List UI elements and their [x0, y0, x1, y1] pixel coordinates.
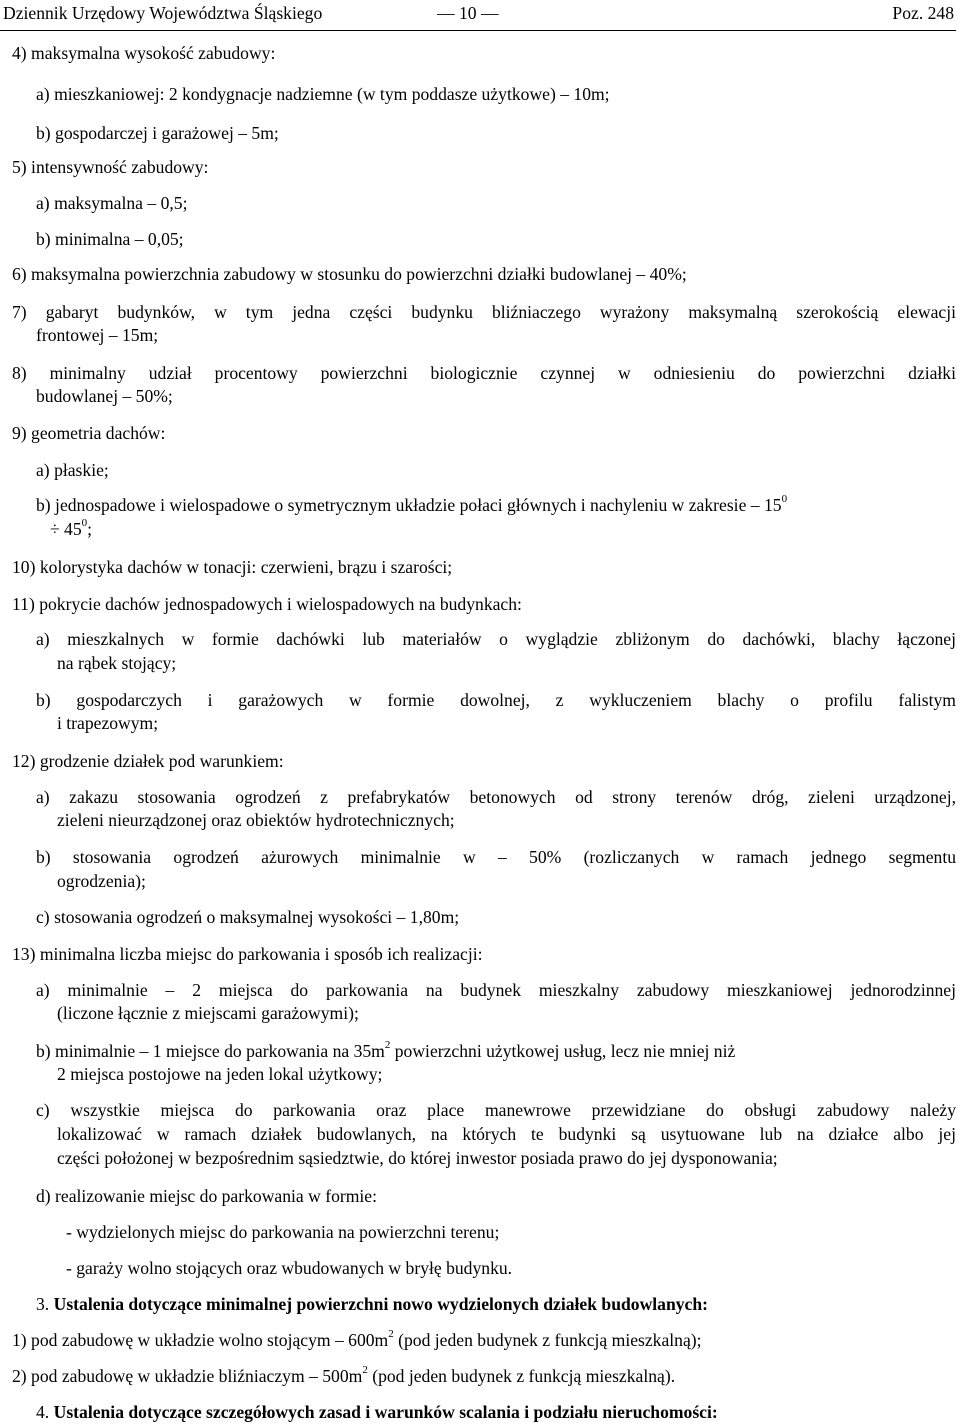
item-5: 5) intensywność zabudowy: [12, 157, 209, 177]
item-13b-line1: b) minimalnie – 1 miejsce do parkowania na $35m^2$ powierzchni użytkowej usług, lecz nie mniej niż [36, 1039, 736, 1061]
item-8-line2: budowlanej – 50%; [36, 386, 173, 406]
item-12a-line2: zieleni nieurządzonej oraz obiektów hydrotechnicznych; [57, 810, 455, 830]
item-13c-line2: lokalizować w ramach działek budowlanych, na których te budynki są usytuowane lub na działce albo jej [57, 1124, 956, 1144]
item-13a-line2: (liczone łącznie z miejscami garażowymi); [57, 1003, 359, 1023]
journal-title: Dziennik Urzędowy Województwa Śląskiego [3, 3, 323, 23]
item-11: 11) pokrycie dachów jednospadowych i wielospadowych na budynkach: [12, 594, 522, 614]
section-3-heading: 3. Ustalenia dotyczące minimalnej powierzchni nowo wydzielonych działek budowlanych: [36, 1294, 708, 1314]
item-6: 6) maksymalna powierzchnia zabudowy w stosunku do powierzchni działki budowlanej – 40%; [12, 264, 687, 284]
page-header [0, 0, 956, 31]
item-13d-dash2: - garaży wolno stojących oraz wbudowanych w bryłę budynku. [66, 1258, 513, 1278]
item-13b-line2: 2 miejsca postojowe na jeden lokal użytkowy; [57, 1064, 383, 1084]
item-8-line1: 8) minimalny udział procentowy powierzchni biologicznie czynnej w odniesieniu do powierzchni działki [12, 363, 956, 383]
item-13: 13) minimalna liczba miejsc do parkowania i sposób ich realizacji: [12, 944, 483, 964]
item-4b: b) gospodarczej i garażowej – 5m; [36, 123, 279, 143]
item-12: 12) grodzenie działek pod warunkiem: [12, 751, 284, 771]
item-9: 9) geometria dachów: [12, 423, 166, 443]
section-3-item-2: 2) pod zabudowę w układzie bliźniaczym – $500m^2$ (pod jeden budynek z funkcją mieszkalną). [12, 1364, 676, 1386]
section-4-heading: 4. Ustalenia dotyczące szczegółowych zasad i warunków scalania i podziału nieruchomości: [36, 1402, 718, 1422]
item-4a: a) mieszkaniowej: 2 kondygnacje nadziemne (w tym poddasze użytkowe) – 10m; [36, 84, 610, 104]
item-9b-line1: b) jednospadowe i wielospadowe o symetrycznym układzie połaci głównych i nachyleniu w zakresie – $15^0$ [36, 493, 788, 515]
item-13d: d) realizowanie miejsc do parkowania w formie: [36, 1186, 377, 1206]
item-12b-line2: ogrodzenia); [57, 871, 146, 891]
item-11a-line2: na rąbek stojący; [57, 653, 177, 673]
item-11b-line1: b) gospodarczych i garażowych w formie dowolnej, z wykluczeniem blachy o profilu falistym [36, 690, 956, 710]
item-13a-line1: a) minimalnie – 2 miejsca do parkowania na budynek mieszkalny zabudowy mieszkaniowej jednorodzinnej [36, 980, 956, 1000]
item-7-line2: frontowej – 15m; [36, 325, 159, 345]
section-3-item-1: 1) pod zabudowę w układzie wolno stojącym – $600m^2$ (pod jeden budynek z funkcją mieszkalną); [12, 1328, 702, 1350]
item-12c: c) stosowania ogrodzeń o maksymalnej wysokości – 1,80m; [36, 907, 460, 927]
item-13c-line1: c) wszystkie miejsca do parkowania oraz place manewrowe przewidziane do obsługi zabudowy należy [36, 1100, 956, 1120]
item-4: 4) maksymalna wysokość zabudowy: [12, 43, 276, 63]
item-5a: a) maksymalna – 0,5; [36, 193, 188, 213]
item-12b-line1: b) stosowania ogrodzeń ażurowych minimalnie w – 50% (rozliczanych w ramach jednego segmentu [36, 847, 956, 867]
item-11b-line2: i trapezowym; [57, 713, 159, 733]
item-11a-line1: a) mieszkalnych w formie dachówki lub materiałów o wyglądzie zbliżonym do dachówki, blachy łączonej [36, 629, 956, 649]
item-13d-dash1: - wydzielonych miejsc do parkowania na powierzchni terenu; [66, 1222, 500, 1242]
item-9a: a) płaskie; [36, 460, 109, 480]
page-number: — 10 — [437, 3, 499, 23]
position-number: Poz. 248 [892, 3, 954, 23]
item-12a-line1: a) zakazu stosowania ogrodzeń z prefabrykatów betonowych od strony terenów dróg, zieleni urządzonej, [36, 787, 956, 807]
item-7-line1: 7) gabaryt budynków, w tym jedna części budynku bliźniaczego wyrażony maksymalną szerokością elewacji [12, 302, 956, 322]
item-10: 10) kolorystyka dachów w tonacji: czerwieni, brązu i szarości; [12, 557, 453, 577]
item-5b: b) minimalna – 0,05; [36, 229, 184, 249]
item-9b-line2: ÷ $45^0$; [50, 517, 93, 539]
item-13c-line3: części położonej w bezpośrednim sąsiedztwie, do której inwestor posiada prawo do jej dysponowania; [57, 1148, 778, 1168]
